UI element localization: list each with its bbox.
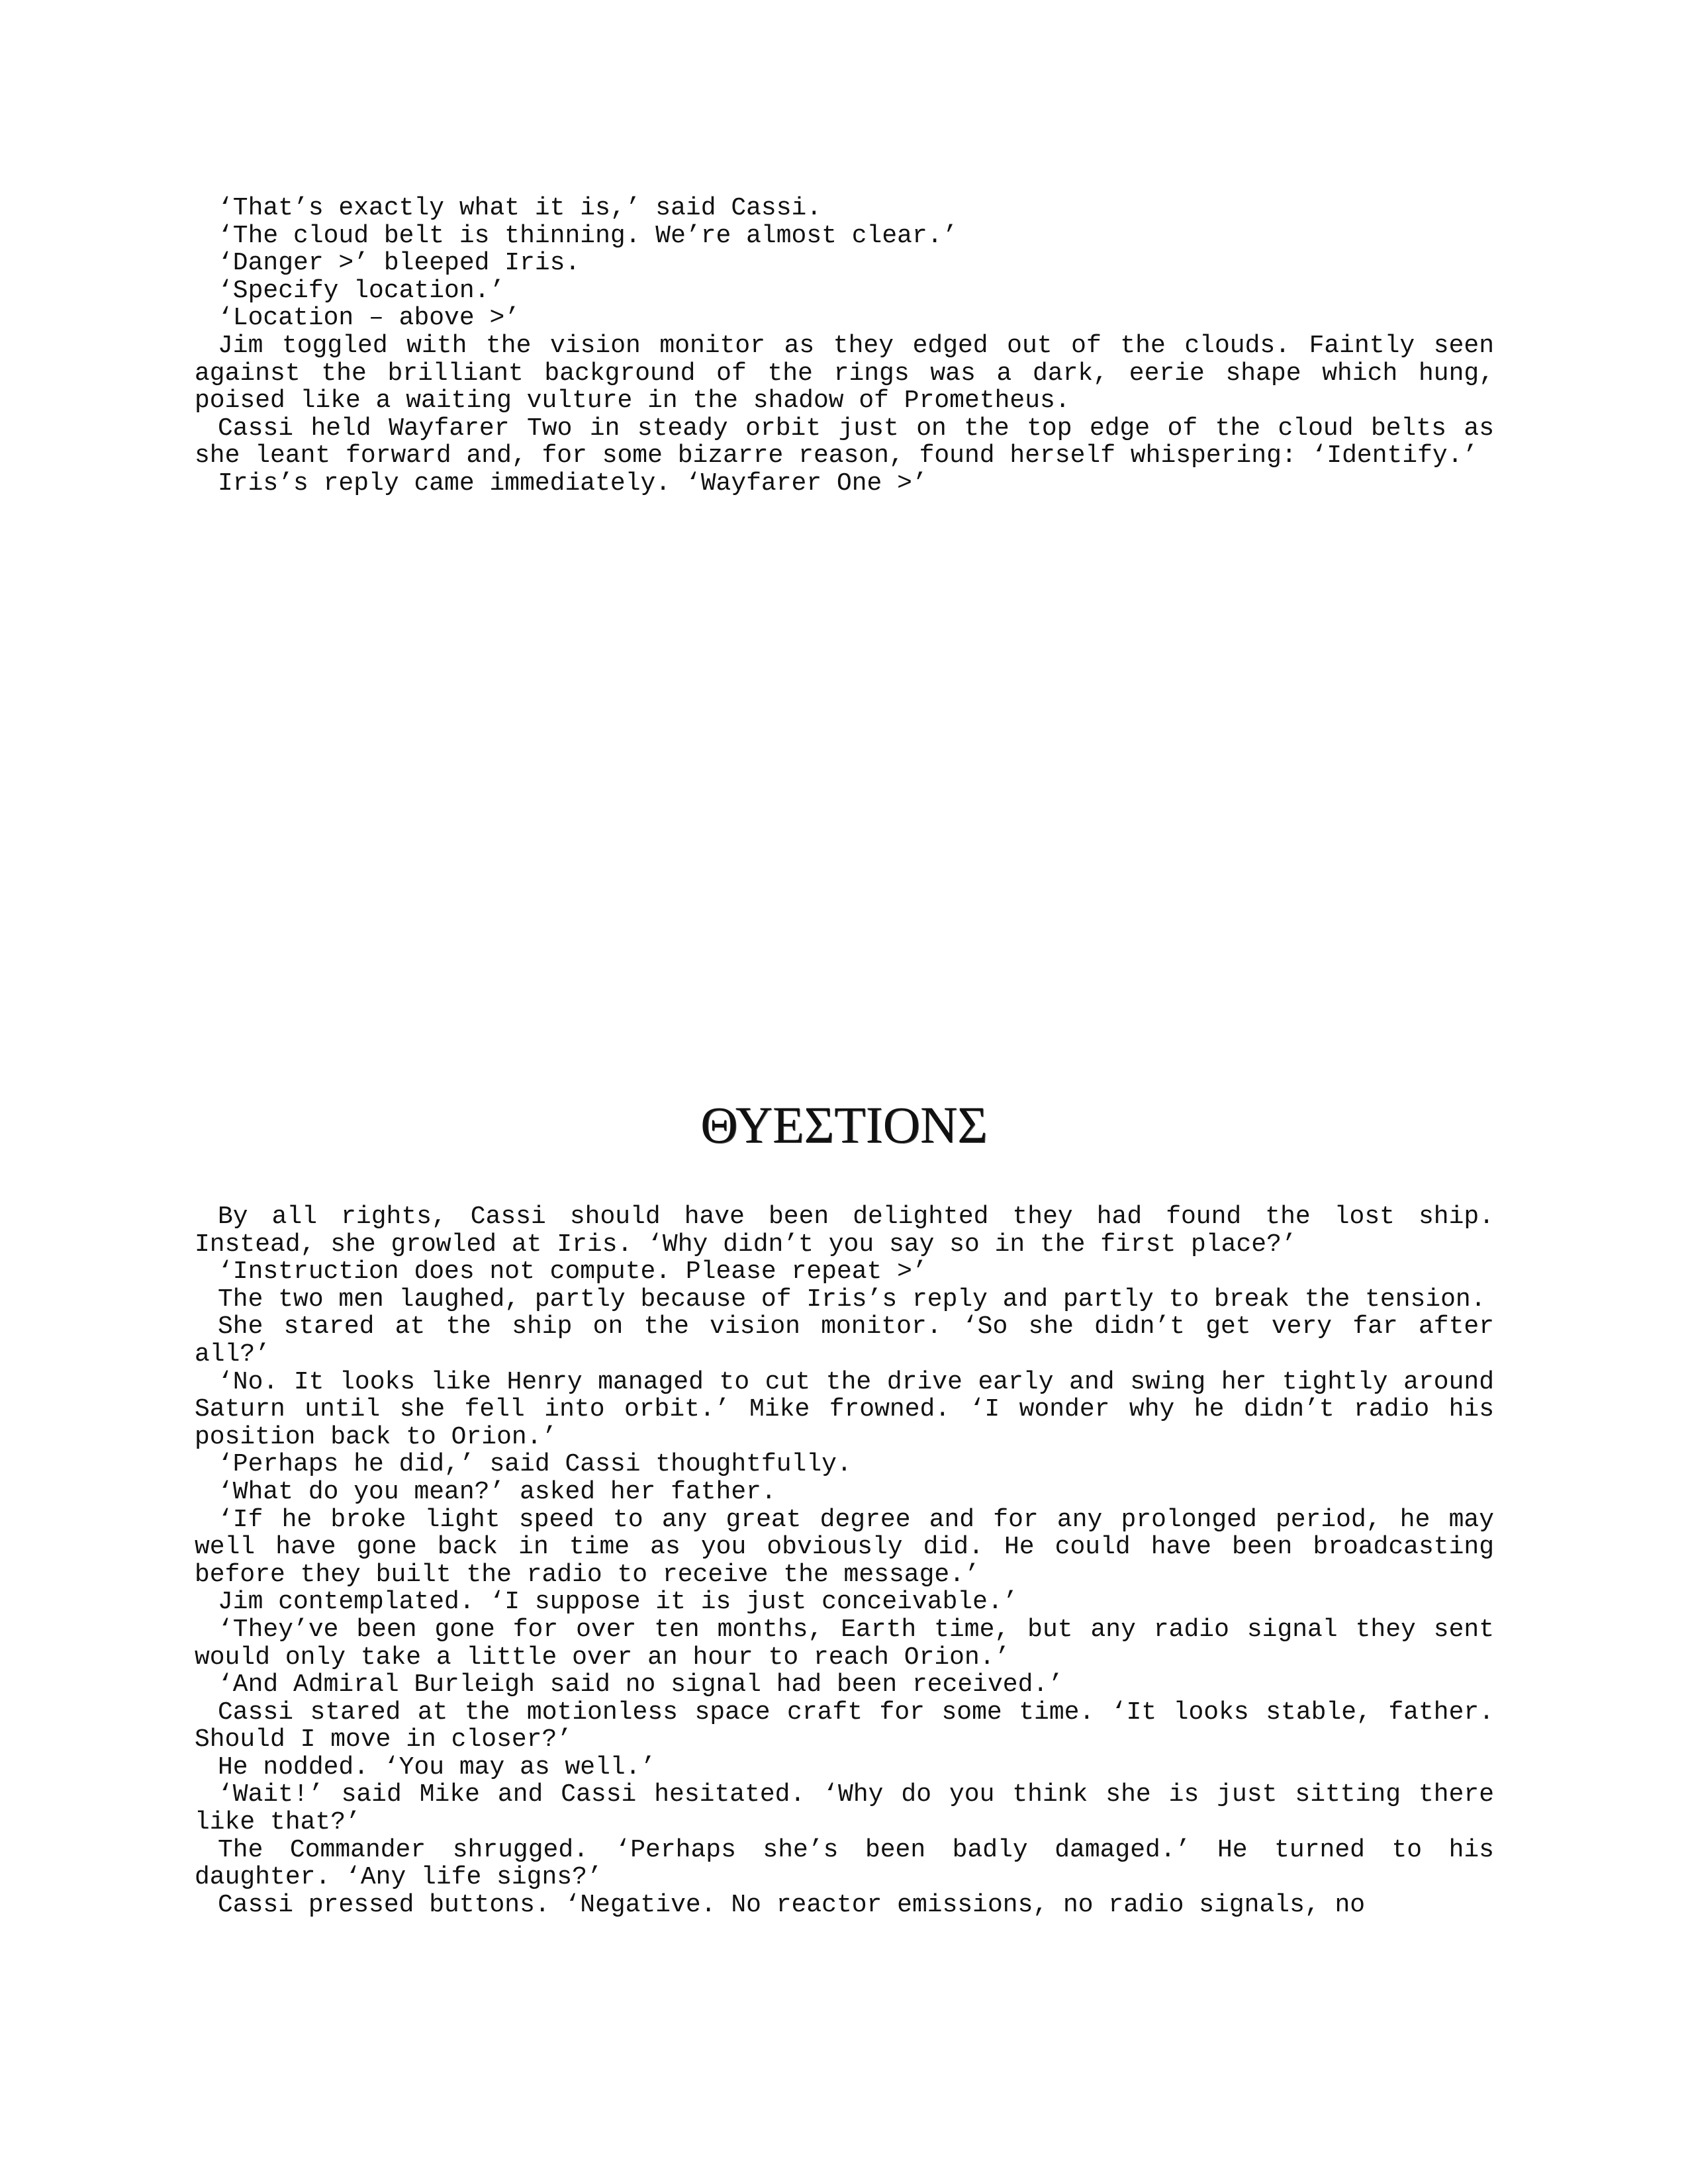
paragraph: ‘If he broke light speed to any great degree and for any prolonged period, he may well have gone back in time as you obviously did. He could have been broadcasting before they built the radio to receive the message.’ xyxy=(195,1505,1494,1589)
paragraph: ‘The cloud belt is thinning. We’re almost clear.’ xyxy=(218,221,958,250)
paragraph: ‘Danger >’ bleeped Iris. xyxy=(218,249,581,278)
paragraph: Jim contemplated. ‘I suppose it is just conceivable.’ xyxy=(218,1588,1018,1617)
paragraph: ‘Location – above >’ xyxy=(218,304,520,333)
chapter-heading: ΘΥΕΣΤΙΟΝΣ xyxy=(700,1096,988,1154)
text-section-bottom xyxy=(195,1203,1494,1919)
paragraph: The Commander shrugged. ‘Perhaps she’s been badly damaged.’ He turned to his daughter. ‘Any life signs?’ xyxy=(195,1835,1494,1892)
paragraph: By all rights, Cassi should have been delighted they had found the lost ship. Instead, she growled at Iris. ‘Why didn’t you say so in the first place?’ xyxy=(195,1203,1494,1259)
text-section-top xyxy=(195,195,1494,498)
paragraph: ‘Wait!’ said Mike and Cassi hesitated. ‘Why do you think she is just sitting there like that?’ xyxy=(195,1780,1494,1837)
paragraph: ‘No. It looks like Henry managed to cut the drive early and swing her tightly around Saturn until she fell into orbit.’ Mike frowned. ‘I wonder why he didn’t radio his position back to Orion.’ xyxy=(195,1367,1494,1451)
paragraph: ‘Perhaps he did,’ said Cassi thoughtfully. xyxy=(218,1450,852,1479)
paragraph: ‘What do you mean?’ asked her father. xyxy=(218,1477,776,1506)
paragraph: Jim toggled with the vision monitor as they edged out of the clouds. Faintly seen against the brilliant background of the rings was a dark, eerie shape which hung, poised like a waiting vulture in the shadow of Prometheus. xyxy=(195,331,1494,416)
paragraph: ‘And Admiral Burleigh said no signal had been received.’ xyxy=(218,1670,1064,1700)
paragraph: ‘Instruction does not compute. Please repeat >’ xyxy=(218,1257,927,1287)
paragraph: Cassi held Wayfarer Two in steady orbit just on the top edge of the cloud belts as she leant forward and, for some bizarre reason, found herself whispering: ‘Identify.’ xyxy=(195,414,1494,471)
paragraph: ‘They’ve been gone for over ten months, Earth time, but any radio signal they sent would only take a little over an hour to reach Orion.’ xyxy=(195,1615,1494,1672)
paragraph: ‘That’s exactly what it is,’ said Cassi. xyxy=(218,194,822,222)
paragraph: She stared at the ship on the vision monitor. ‘So she didn’t get very far after all?’ xyxy=(195,1312,1494,1369)
paragraph: He nodded. ‘You may as well.’ xyxy=(218,1752,656,1782)
paragraph: Cassi pressed buttons. ‘Negative. No reactor emissions, no radio signals, no xyxy=(218,1890,1366,1919)
paragraph: ‘Specify location.’ xyxy=(218,276,505,305)
paragraph: Iris’s reply came immediately. ‘Wayfarer One >’ xyxy=(218,469,927,498)
paragraph: The two men laughed, partly because of Iris’s reply and partly to break the tension. xyxy=(218,1285,1486,1314)
paragraph: Cassi stared at the motionless space craft for some time. ‘It looks stable, father. Should I move in closer?’ xyxy=(195,1698,1494,1754)
